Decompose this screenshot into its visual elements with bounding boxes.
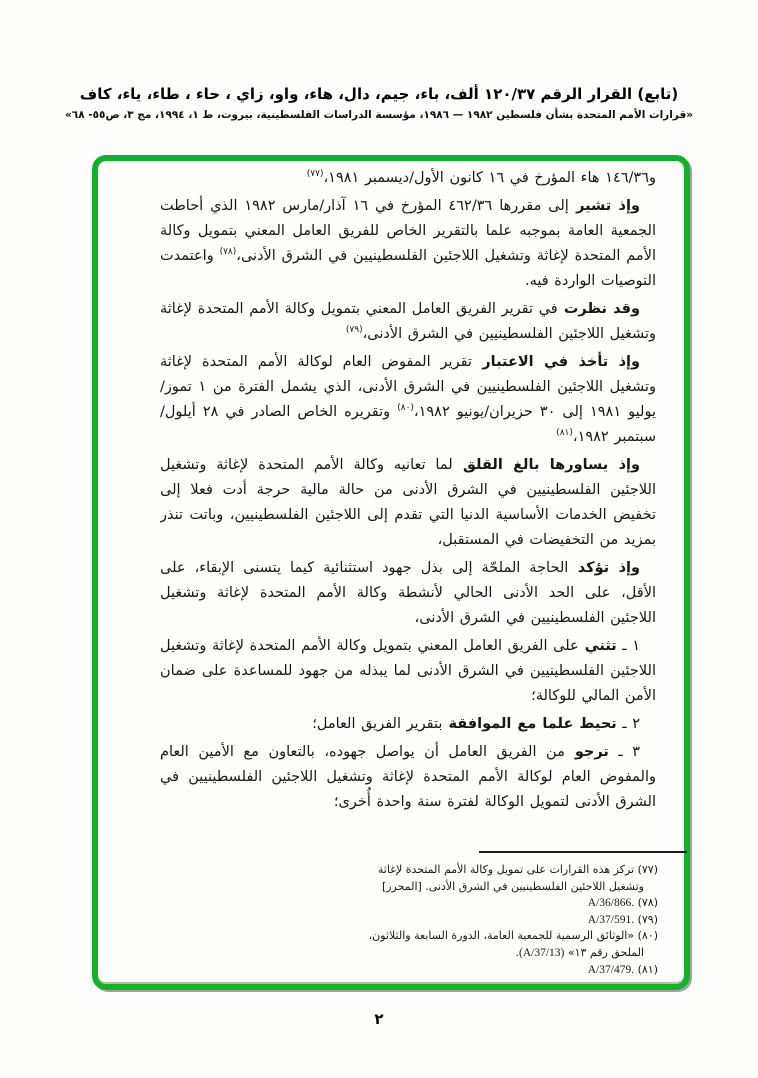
paragraph: وإذ تؤكد الحاجة الملحّة إلى بذل جهود استثنائية كيما يتسنى الإبقاء، على الأقل، على الحد الأدنى الحالي لأنشطة وكالة الأمم المتحدة لإغاثة وتشغيل اللاجئين الفلسطينيين في الشرق الأدنى، xyxy=(160,560,656,626)
header-citation: «قرارات الأمم المتحدة بشأن فلسطين ١٩٨٢ — ١٩٨٦، مؤسسة الدراسات الفلسطينية، بيروت، ط ١، ١٩٩٤، مج ٣، ص٥٥- ٦٨» xyxy=(64,109,694,121)
footnote: (٨٠) «الوثائق الرسمية للجمعية العامة، الدورة السابعة والثلاثون، الملحق رقم ١٣» (A/37/13). xyxy=(368,929,658,959)
paragraph: وإذ تأخذ في الاعتبار تقرير المفوض العام لوكالة الأمم المتحدة لإغاثة وتشغيل اللاجئين الفلسطينيين في الشرق الأدنى، الذي يشمل الفترة من ١ تموز/يوليو ١٩٨١ إلى ٣٠ حزيران/يونيو ١٩٨٢،$^{(٨٠)}$ وتقريره الخاص الصادر في ٢٨ أيلول/سبتمبر ١٩٨٢،$^{(٨١)}$ xyxy=(160,354,656,445)
footnote: (٧٧) تركز هذه القرارات على تمويل وكالة الأمم المتحدة لإغاثة وتشغيل اللاجئين الفلسطينيين في الشرق الأدنى. [المحرر] xyxy=(377,863,658,893)
footnote: (٨١) A/37/479. xyxy=(587,962,658,976)
paragraph: ٣ ـ ترجو من الفريق العامل أن يواصل جهوده، بالتعاون مع الأمين العام والمفوض العام لوكالة الأمم المتحدة لإغاثة وتشغيل اللاجئين الفلسطينيين في الشرق الأدنى لتمويل الوكالة لفترة سنة واحدة أُخرى؛ xyxy=(160,744,656,810)
page-number: ٢ xyxy=(374,1010,384,1028)
page-header xyxy=(0,84,758,122)
paragraph: و١٤٦/٣٦ هاء المؤرخ في ١٦ كانون الأول/ديسمبر ١٩٨١،$^{(٧٧)}$ xyxy=(306,169,656,186)
header-resolution-title: (تابع) القرار الرقم ١٢٠/٣٧ ألف، باء، جيم، دال، هاء، واو، زاي ، حاء ، طاء، ياء، كاف xyxy=(79,85,679,103)
footnotes-block xyxy=(340,862,658,978)
paragraph: ١ ـ تثني على الفريق العامل المعني بتمويل وكالة الأمم المتحدة لإغاثة وتشغيل اللاجئين الفلسطينيين في الشرق الأدنى لما يبذله من جهود للمساعدة على ضمان الأمن المالي للوكالة؛ xyxy=(160,638,656,704)
footnote: (٧٩) A/37/591. xyxy=(587,912,658,926)
paragraph: ٢ ـ تحيط علما مع الموافقة بتقرير الفريق العامل؛ xyxy=(312,716,640,732)
paragraph: وقد نظرت في تقرير الفريق العامل المعني بتمويل وكالة الأمم المتحدة لإغاثة وتشغيل اللاجئين الفلسطينيين في الشرق الأدنى،$^{(٧٩)}$ xyxy=(160,301,656,342)
footnote-separator xyxy=(479,851,687,853)
paragraph: وإذ تشير إلى مقررها ٤٦٢/٣٦ المؤرخ في ١٦ آذار/مارس ١٩٨٢ الذي أحاطت الجمعية العامة بموجبه علما بالتقرير الخاص للفريق العامل المعني بتمويل وكالة الأمم المتحدة لإغاثة وتشغيل اللاجئين الفلسطينيين في الشرق الأدنى،$^{(٧٨)}$ واعتمدت التوصيات الواردة فيه. xyxy=(160,198,656,289)
footnote: (٧٨) A/36/866. xyxy=(587,896,658,910)
resolution-body xyxy=(160,166,656,818)
paragraph: وإذ يساورها بالغ القلق لما تعانيه وكالة الأمم المتحدة لإغاثة وتشغيل اللاجئين الفلسطينيين في الشرق الأدنى من حالة مالية حرجة أدت فعلا إلى تخفيض الخدمات الأساسية الدنيا التي تقدم إلى اللاجئين الفلسطينيين، وباتت تنذر بمزيد من التخفيضات في المستقبل، xyxy=(160,457,656,548)
